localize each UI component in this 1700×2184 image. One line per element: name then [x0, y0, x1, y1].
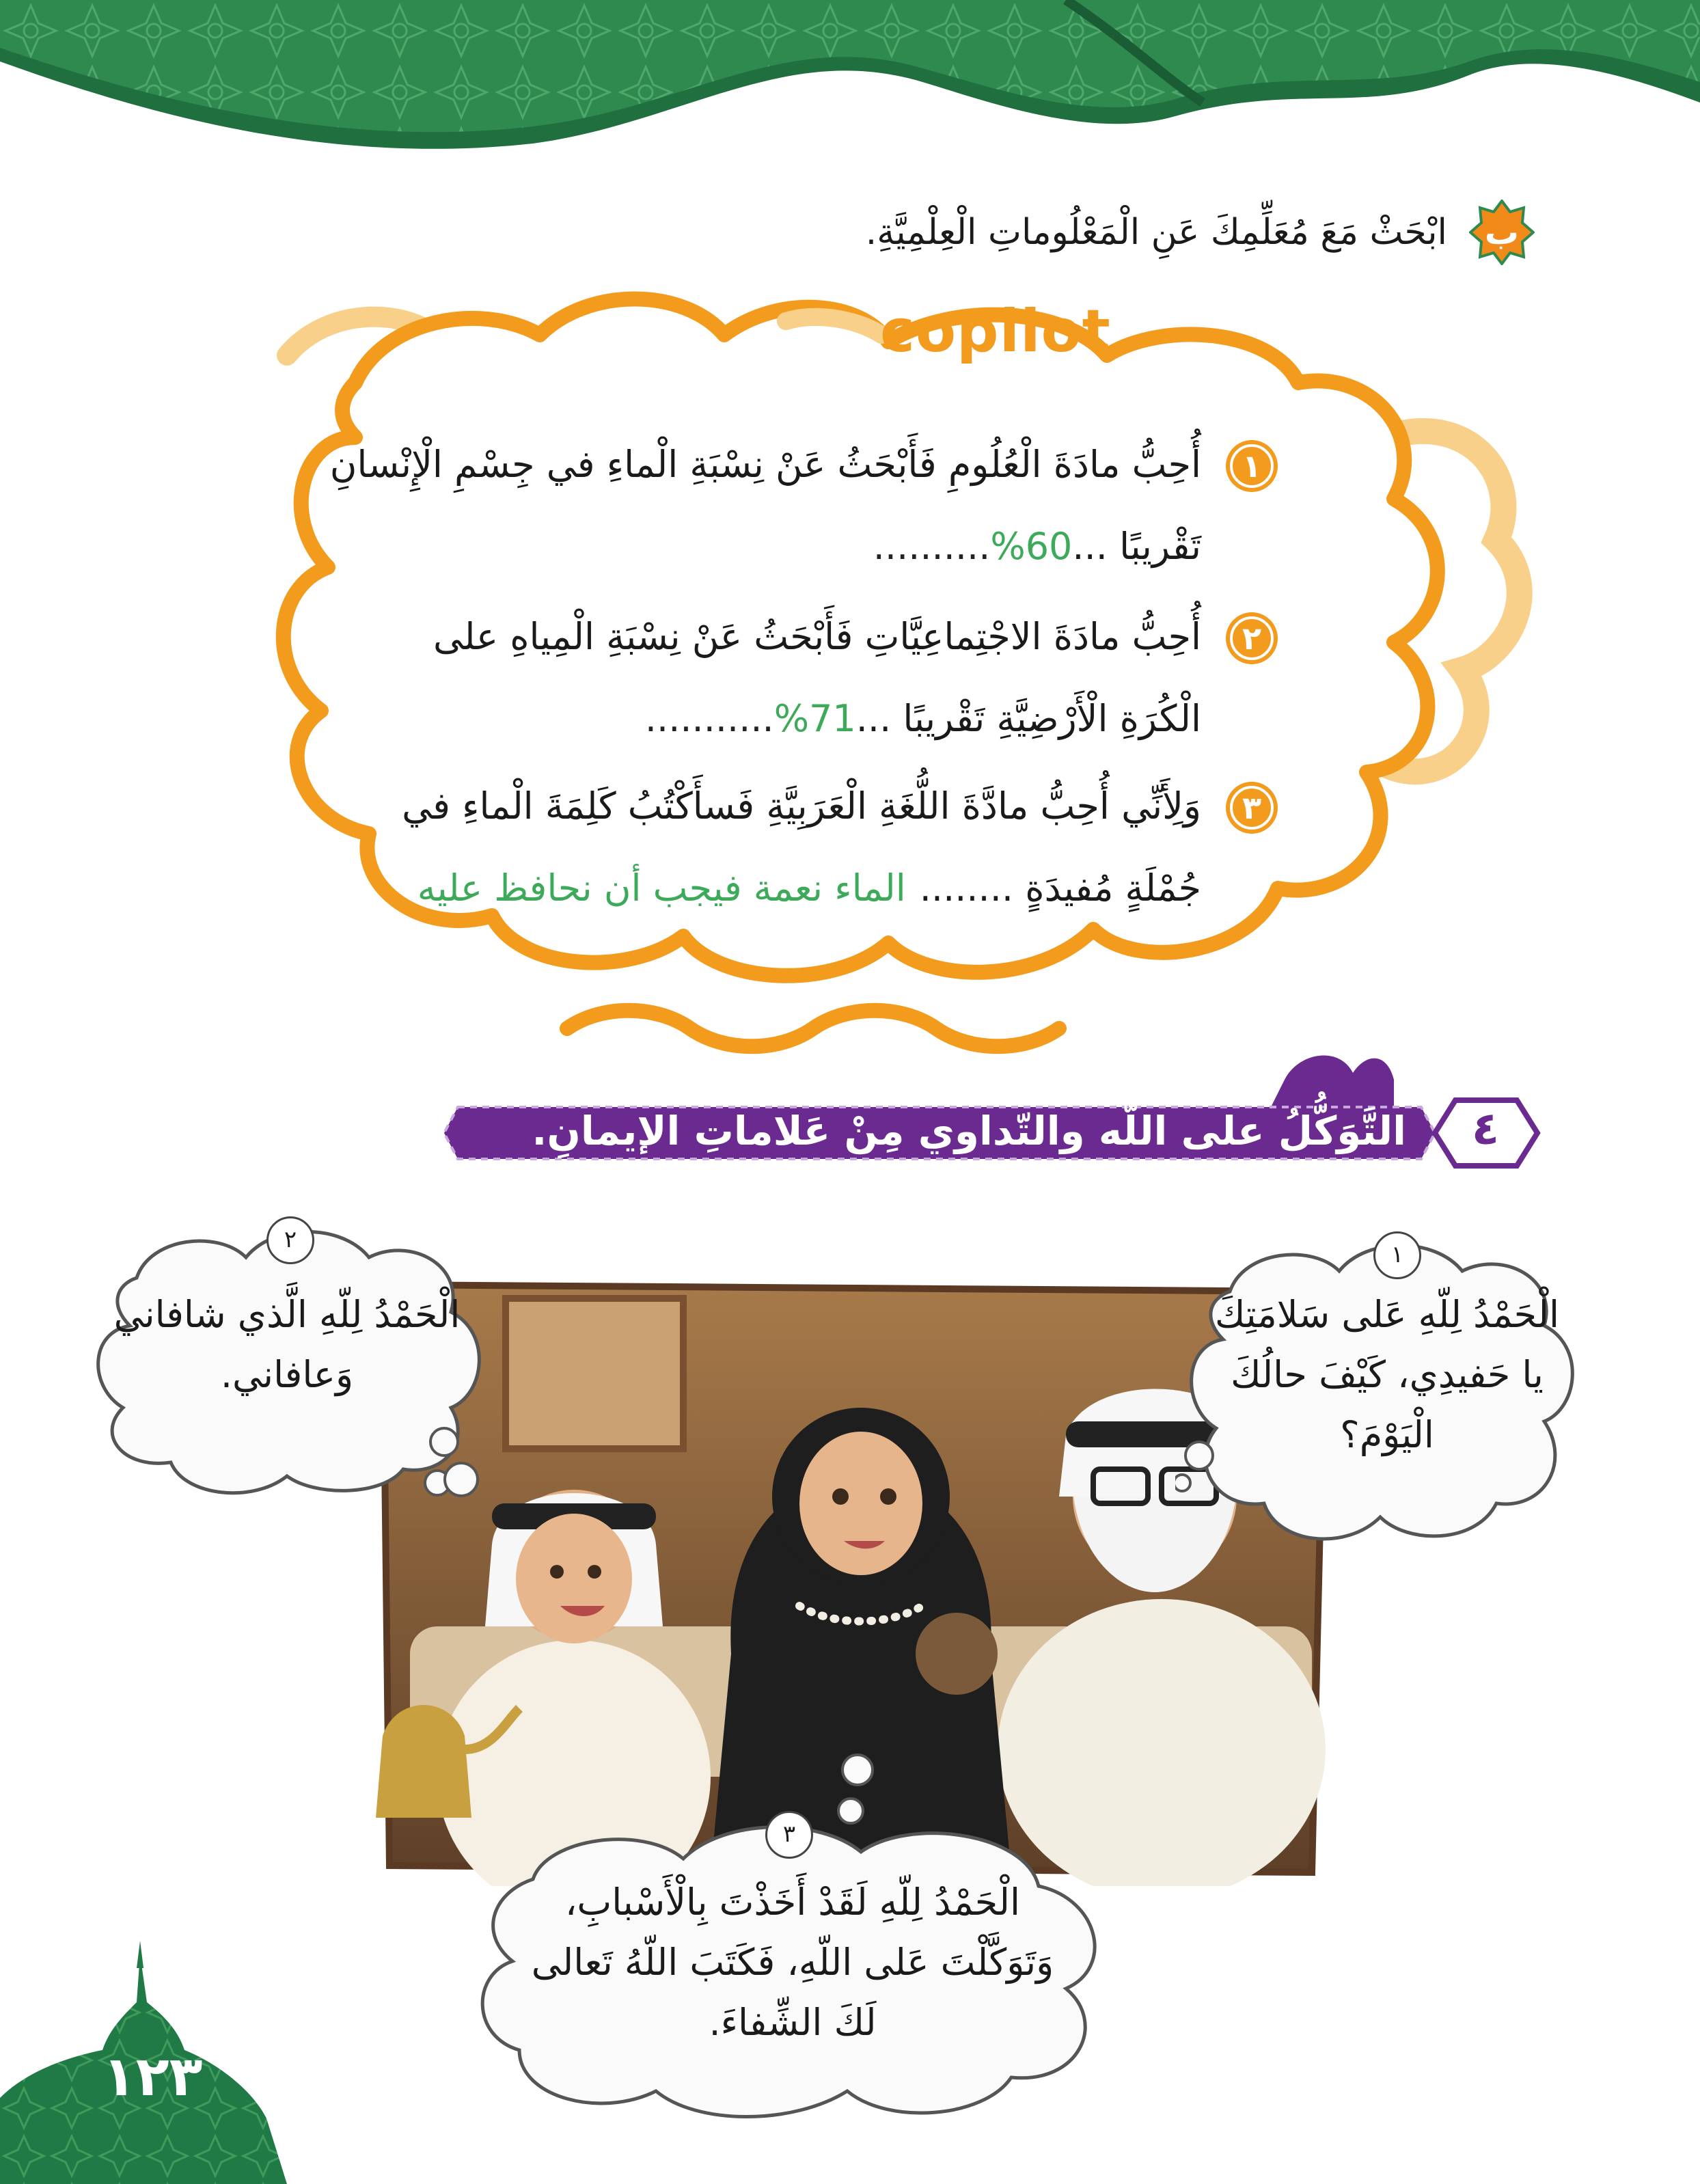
- item-1-line-1: أُحِبُّ مادَةَ الْعُلُومِ فَأَبْحَثُ عَنْ نِسْبَةِ الْماءِ في جِسْمِ الْإِنْسانِ: [329, 443, 1201, 486]
- speech-bubble-3-text: [492, 1872, 1093, 2053]
- item-3-text: [156, 765, 1201, 929]
- speech-bubble-2-tail: [424, 1421, 506, 1517]
- speech-bubble-2-line-2: وَعافاني.: [220, 1353, 354, 1396]
- item-1-line-2: [156, 506, 1201, 588]
- speech-bubble-3-tail: [827, 1749, 888, 1831]
- speech-bubble-1-line-2: يا حَفيدِي، كَيْفَ حالُكَ: [1231, 1353, 1544, 1396]
- speech-bubble-1-line-3: الْيَوْمَ؟: [1340, 1413, 1434, 1456]
- speech-bubble-3-line-1: الْحَمْدُ لِلّهِ لَقَدْ أَخَذْتَ بِالْأَسْبابِ،: [564, 1881, 1021, 1924]
- item-3-number: ٣: [1242, 789, 1262, 826]
- item-2-dots: ...........: [644, 697, 774, 740]
- item-2-line-1: أُحِبُّ مادَةَ الاجْتِماعِيَّاتِ فَأَبْحَثُ عَنْ نِسْبَةِ الْمِياهِ على: [433, 615, 1201, 658]
- item-3-line-1: وَلِأَنِّي أُحِبُّ مادَّةَ اللُّغَةِ الْعَرَبِيَّةِ فَسأَكْتُبُ كَلِمَةَ الْماءِ في: [402, 784, 1201, 828]
- item-3-prefix: جُمْلَةٍ مُفيدَةٍ ........: [919, 866, 1201, 910]
- item-2-answer: 71%: [773, 697, 856, 740]
- item-1-text: [156, 424, 1201, 588]
- speech-bubble-1-line-1: الْحَمْدُ لِلّهِ عَلى سَلامَتِكَ: [1215, 1293, 1559, 1336]
- speech-bubble-3-number: ٣: [765, 1811, 813, 1859]
- page-number: ١٢٣: [102, 2045, 203, 2108]
- banner-number: ٤: [1471, 1102, 1500, 1155]
- item-2-text: [156, 596, 1201, 760]
- item-1-prefix: تَقْريبًا ...: [1072, 525, 1201, 568]
- item-1-dots: ..........: [873, 525, 991, 568]
- item-1-number: ١: [1242, 448, 1262, 484]
- item-2-prefix: الْكُرَةِ الْأَرْضِيَّةِ تَقْريبًا ...: [855, 697, 1201, 740]
- banner-title: التَّوَكُّلُ على اللّه والتّداوي مِنْ عَلاماتِ الإيمانِ.: [532, 1108, 1406, 1154]
- instruction-text: ابْحَثْ مَعَ مُعَلِّمِكَ عَنِ الْمَعْلُوماتِ الْعِلْمِيَّةِ.: [865, 212, 1447, 253]
- item-1-answer: 60%: [990, 525, 1073, 568]
- speech-bubble-3-line-3: لَكَ الشِّفاءَ.: [709, 2001, 877, 2044]
- speech-bubble-2-number: ٢: [266, 1216, 314, 1264]
- item-3-line-2: [156, 847, 1201, 929]
- item-3-answer: الماء نعمة فيجب أن نحافظ عليه: [417, 866, 906, 910]
- instruction-badge-letter: ب: [1484, 213, 1520, 252]
- brand-logo-text: copilot: [880, 297, 1111, 366]
- speech-bubble-1-number: ١: [1373, 1231, 1421, 1279]
- item-2-line-2: [156, 678, 1201, 760]
- speech-bubble-2-text: [102, 1285, 471, 1405]
- speech-bubble-3-line-2: وَتَوَكَّلْتَ عَلى اللّهِ، فَكَتَبَ اللّهُ تَعالى: [531, 1941, 1054, 1984]
- speech-bubble-2-line-1: الْحَمْدُ لِلّهِ الَّذي شافاني: [113, 1293, 461, 1336]
- speech-bubble-1-text: [1203, 1285, 1572, 1465]
- item-2-number: ٢: [1242, 620, 1262, 657]
